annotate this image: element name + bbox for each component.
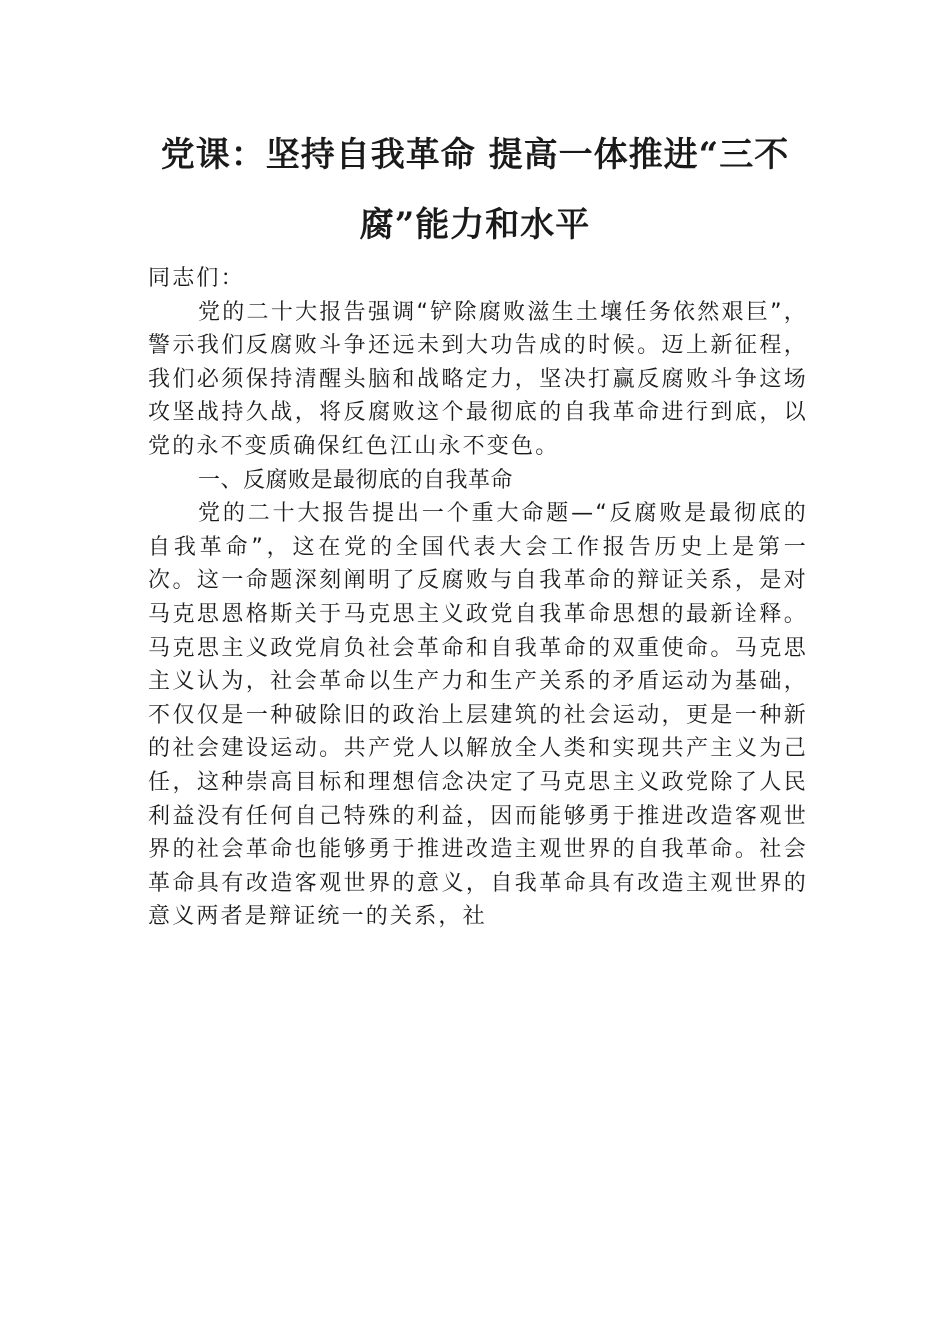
intro-paragraph: 党的二十大报告强调“铲除腐败滋生土壤任务依然艰巨”，警示我们反腐败斗争还远未到大功告成的时候。迈上新征程，我们必须保持清醒头脑和战略定力，坚决打赢反腐败斗争这场攻坚战持久战，将反腐败这个最彻底的自我革命进行到底，以党的永不变质确保红色江山永不变色。 [148, 299, 808, 459]
salutation: 同志们： [148, 266, 245, 291]
document-title: 党课：坚持自我革命 提高一体推进“三不腐”能力和水平 [160, 135, 790, 245]
document-body [148, 262, 808, 934]
section-heading: 一、反腐败是最彻底的自我革命 [198, 467, 514, 493]
section-paragraph: 党的二十大报告提出一个重大命题—“反腐败是最彻底的自我革命”，这在党的全国代表大会工作报告历史上是第一次。这一命题深刻阐明了反腐败与自我革命的辩证关系，是对马克思恩格斯关于马克思主义政党自我革命思想的最新诠释。马克思主义政党肩负社会革命和自我革命的双重使命。马克思主义认为，社会革命以生产力和生产关系的矛盾运动为基础，不仅仅是一种破除旧的政治上层建筑的社会运动，更是一种新的社会建设运动。共产党人以解放全人类和实现共产主义为己任，这种崇高目标和理想信念决定了马克思主义政党除了人民利益没有任何自己特殊的利益，因而能够勇于推进改造客观世界的社会革命也能够勇于推进改造主观世界的自我革命。社会革命具有改造客观世界的意义，自我革命具有改造主观世界的意义两者是辩证统一的关系，社 [148, 501, 808, 930]
